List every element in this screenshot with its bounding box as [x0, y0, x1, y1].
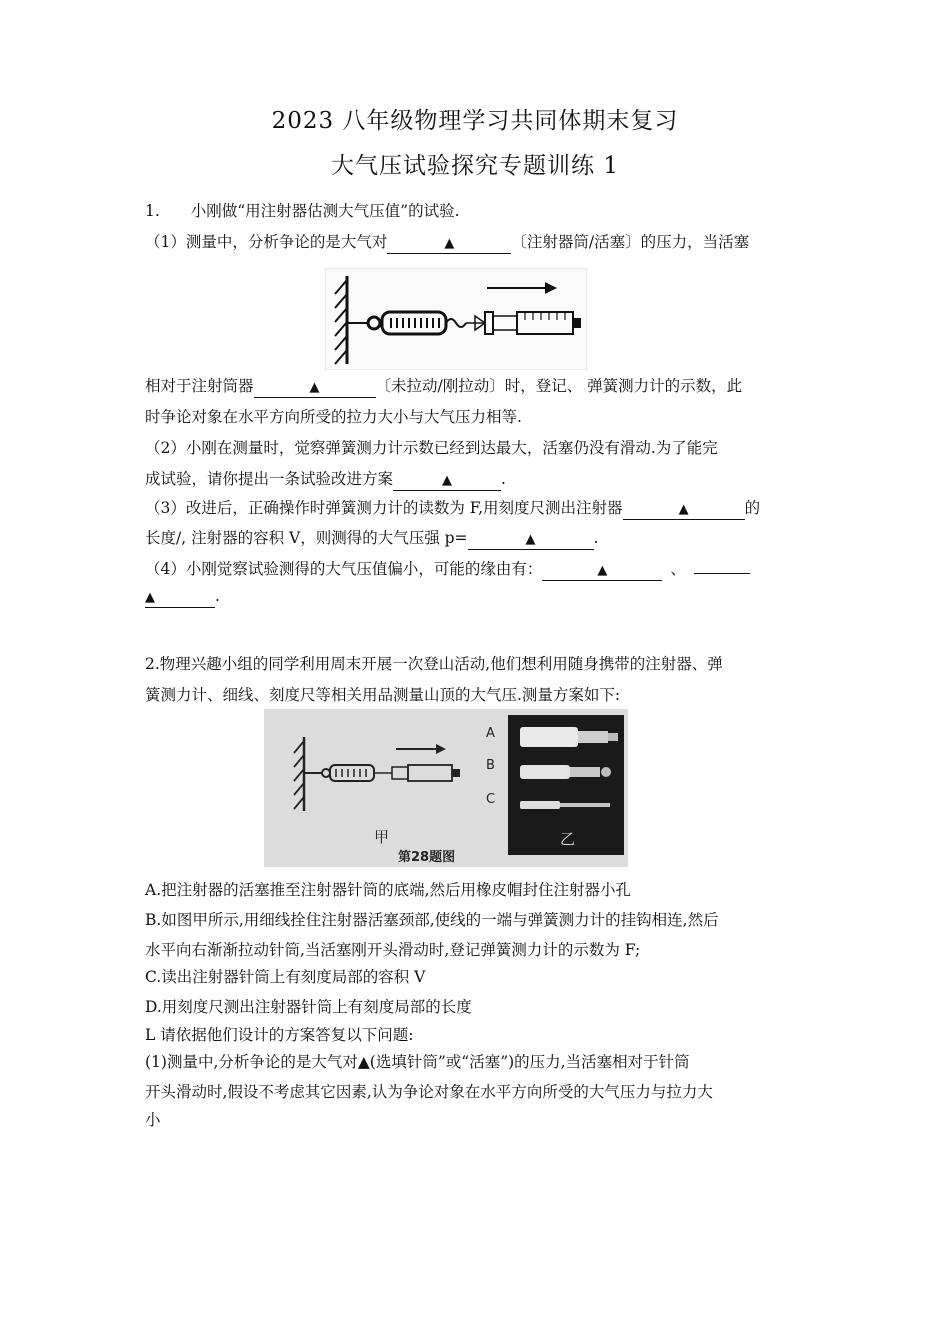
- separator: 、: [670, 560, 686, 578]
- fig-label-yi: 乙: [560, 830, 576, 848]
- q1-part4-line2: [145, 587, 805, 608]
- blank-mark: ▲: [444, 236, 455, 251]
- q1-p2-text-b: 成试验，请你提出一条试验改进方案: [145, 470, 394, 488]
- syringe-apparatus-illustration: [325, 268, 587, 370]
- q2-step-c: C.读出注射器针筒上有刻度局部的容积 V: [145, 968, 426, 986]
- fig-label-b: B: [486, 758, 495, 773]
- blank-mark: ▲: [442, 473, 453, 488]
- q1-p3-text-a: （3）改进后，正确操作时弹簧测力计的读数为 F,用刻度尺测出注射器: [145, 499, 623, 517]
- q1-part3-line2: [145, 526, 805, 550]
- q2-intro-line2: 簧测力计、细线、刻度尺等相关用品测量山顶的大气压.测量方案如下:: [145, 686, 621, 704]
- q2-intro-line1: 2.物理兴趣小组的同学利用周末开展一次登山活动,他们想利用随身携带的注射器、弹: [145, 655, 723, 673]
- blank-mark: ▲: [678, 502, 689, 517]
- q1-p3-text-c: 长度/, 注射器的容积 V，则测得的大气压强 p=: [145, 529, 468, 547]
- period: .: [593, 529, 599, 547]
- q2-figure: [264, 709, 628, 867]
- answer-blank[interactable]: [393, 470, 501, 491]
- answer-blank[interactable]: [694, 573, 750, 574]
- q1-p1-text-c: 相对于注射筒器: [145, 377, 254, 395]
- q1-part1-line2: [145, 374, 805, 398]
- q2-sub1-line2: 开头滑动时,假设不考虑其它因素,认为争论对象在水平方向所受的大气压力与拉力大: [145, 1083, 713, 1101]
- fig-label-c: C: [486, 792, 496, 807]
- answer-blank[interactable]: [468, 529, 594, 550]
- answer-blank[interactable]: [623, 499, 745, 520]
- period: .: [215, 587, 220, 605]
- doc-subtitle: 大气压试验探究专题训练 1: [331, 153, 619, 179]
- fig-caption: 第28题图: [398, 850, 456, 865]
- q2-step-b-line2: 水平向右渐渐拉动针筒,当活塞刚开头滑动时,登记弹簧测力计的示数为 F;: [145, 941, 641, 959]
- q2-step-a: A.把注射器的活塞推至注射器针筒的底端,然后用橡皮帽封住注射器小孔: [145, 881, 632, 899]
- q2-sub1-line1: (1)测量中,分析争论的是大气对▲(选填针筒”或“活塞”)的压力,当活塞相对于针筒: [145, 1053, 690, 1071]
- q2-sub1-line3: 小: [145, 1111, 161, 1129]
- blank-mark: ▲: [309, 380, 320, 395]
- q1-p1-text-d: 〔未拉动/刚拉动〕时，登记、 弹簧测力计的示数，此: [375, 377, 743, 395]
- q1-part4-line1: [145, 557, 805, 581]
- q1-p3-text-b: 的: [744, 499, 761, 517]
- q1-intro-text: 小刚做“用注射器估测大气压值”的试验.: [190, 202, 460, 220]
- q2-step-l: L 请依据他们设计的方案答复以下问题:: [145, 1026, 414, 1044]
- fig-label-a: A: [486, 726, 495, 741]
- q1-part2-line1: （2）小刚在测量时，觉察弹簧测力计示数已经到达最大，活塞仍没有滑动.为了能完: [145, 439, 718, 457]
- q1-intro: [145, 199, 805, 221]
- answer-blank[interactable]: [254, 377, 376, 398]
- doc-title: 2023 八年级物理学习共同体期末复习: [271, 108, 679, 134]
- period: .: [501, 470, 506, 488]
- blank-mark: ▲: [597, 563, 608, 578]
- q1-p4-text-a: （4）小刚觉察试验测得的大气压值偏小，可能的缘由有：: [145, 560, 543, 578]
- q1-part1-line1: [145, 230, 805, 254]
- answer-blank[interactable]: [542, 560, 662, 581]
- q2-step-b-line1: B.如图甲所示,用细线拴住注射器活塞颈部,使线的一端与弹簧测力计的挂钩相连,然后: [145, 911, 719, 929]
- q1-p1-text-b: 〔注射器筒/活塞〕的压力，当活塞: [511, 233, 750, 251]
- answer-blank[interactable]: [387, 233, 511, 254]
- q2-figure-illustration: [264, 709, 628, 867]
- q2-step-d: D.用刻度尺测出注射器针筒上有刻度局部的长度: [145, 998, 472, 1016]
- blank-mark: ▲: [525, 532, 536, 547]
- q1-part3-line1: [145, 496, 805, 520]
- q1-p1-text-a: （1）测量中，分析争论的是大气对: [145, 233, 388, 251]
- fig-label-jia: 甲: [374, 828, 390, 846]
- blank-mark: ▲: [145, 590, 155, 605]
- answer-blank[interactable]: [145, 587, 215, 608]
- q1-part2-line2: [145, 467, 805, 491]
- q1-apparatus-figure: [325, 268, 587, 370]
- q1-part1-line3: 时争论对象在水平方向所受的拉力大小与大气压力相等.: [145, 408, 522, 426]
- q1-number: 1.: [145, 202, 160, 220]
